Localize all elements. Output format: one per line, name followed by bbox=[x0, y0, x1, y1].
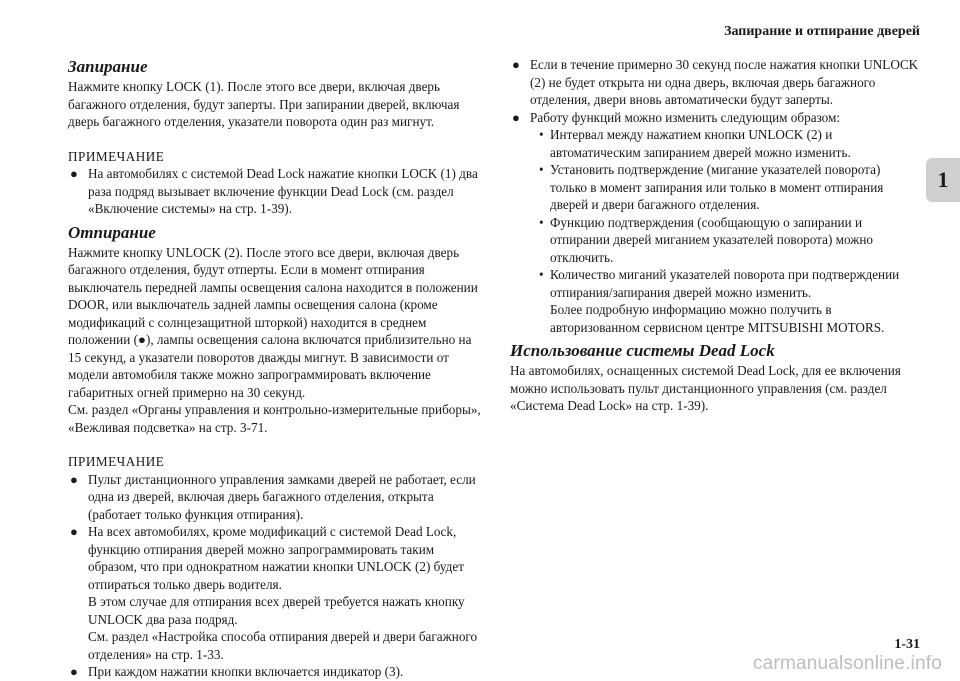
note-2-item-3-text: При каждом нажатии кнопки включается индикатор (3). bbox=[88, 664, 404, 679]
watermark: carmanualsonline.info bbox=[752, 653, 942, 674]
note-2-item-2 bbox=[68, 523, 484, 663]
sub-item-3 bbox=[530, 214, 920, 267]
locking-body: Нажмите кнопку LOCK (1). После этого все двери, включая дверь багажного отделения, будут заперты. При запирании дверей, включая дверь багажного отделения, указатели поворота один раз мигнут. bbox=[68, 79, 460, 129]
right-item-2 bbox=[510, 109, 920, 337]
right-item-1-text: Если в течение примерно 30 секунд после нажатия кнопки UNLOCK (2) не будет открыта ни одна дверь, включая дверь багажного отделения, двери вновь автоматически будут заперты. bbox=[530, 57, 919, 107]
unlocking-ref: См. раздел «Органы управления и контрольно-измерительные приборы», «Вежливая подсветка» на стр. 3-71. bbox=[68, 402, 481, 435]
note-list-2 bbox=[68, 471, 484, 681]
page-number: 1-31 bbox=[894, 637, 920, 652]
note-2-item-3 bbox=[68, 663, 484, 681]
right-note-list bbox=[510, 56, 920, 336]
unlocking-body: Нажмите кнопку UNLOCK (2). После этого все двери, включая дверь багажного отделения, будут отперты. Если в момент отпирания выключатель передней лампы освещения салона находится в положении DOOR, или выключатель задней лампы освещения салона (кроме модификаций с солнцезащитной шторкой) находится в среднем положении (●), лампы освещения салона включатся приблизительно на 15 секунд, а указатели поворотов дважды мигнут. В зависимости от модели автомобиля также можно запрограммировать включение габаритных огней примерно на 30 секунд. bbox=[68, 244, 478, 400]
sub-item-3-text: Функцию подтверждения (сообщающую о запирании и отпирании дверей миганием указателей поворота) можно отключить. bbox=[550, 214, 874, 265]
note-2-item-1-text: Пульт дистанционного управления замками дверей не работает, если одна из дверей, включая дверь багажного отделения, открыта (работает только функция отпирания). bbox=[88, 471, 476, 522]
note-2-item-2-extra: В этом случае для отпирания всех дверей требуется нажать кнопку UNLOCK два раза подряд. bbox=[88, 594, 465, 627]
note-2-item-2-text: На всех автомобилях, кроме модификаций с системой Dead Lock, функцию отпирания дверей можно запрограммировать таким образом, что при однократном нажатии кнопки UNLOCK (2) будет отпираться только дверь водителя. bbox=[88, 524, 464, 592]
chapter-number: 1 bbox=[937, 167, 949, 192]
deadlock-body: На автомобилях, оснащенных системой Dead Lock, для ее включения можно использовать пульт дистанционного управления (см. раздел «Система Dead Lock» на стр. 1-39). bbox=[510, 363, 901, 413]
page-header-title: Запирание и отпирание дверей bbox=[724, 24, 920, 39]
chapter-tab bbox=[926, 158, 960, 202]
note-list-1 bbox=[68, 165, 484, 218]
left-column bbox=[68, 56, 484, 681]
note-title-2: ПРИМЕЧАНИЕ bbox=[68, 454, 165, 469]
note-1-item-1 bbox=[68, 165, 484, 218]
note-1-item-1-text: На автомобилях с системой Dead Lock нажатие кнопки LOCK (1) два раза подряд вызывает включение функции Dead Lock (см. раздел «Включение системы» на стр. 1-39). bbox=[88, 166, 478, 216]
unlocking-heading: Отпирание bbox=[68, 222, 156, 242]
sub-item-4 bbox=[530, 266, 920, 336]
sub-item-4-text: Количество миганий указателей поворота при подтверждении отпирания/запирания дверей можно изменить. bbox=[550, 267, 900, 300]
locking-heading: Запирание bbox=[68, 57, 148, 76]
note-title-1: ПРИМЕЧАНИЕ bbox=[68, 148, 165, 164]
deadlock-heading: Использование системы Dead Lock bbox=[510, 341, 775, 360]
sub-item-1 bbox=[530, 126, 920, 161]
right-column bbox=[510, 56, 920, 415]
note-2-item-2-ref: См. раздел «Настройка способа отпирания дверей и двери багажного отделения» на стр. 1-33. bbox=[88, 629, 478, 662]
note-2-item-1 bbox=[68, 471, 484, 524]
right-item-2-extra: Более подробную информацию можно получить в авторизованном сервисном центре MITSUBISHI MOTORS. bbox=[550, 302, 885, 335]
sub-item-2-text: Установить подтверждение (мигание указателей поворота) только в момент запирания или только в момент отпирания дверей и двери багажного отделения. bbox=[550, 162, 884, 212]
sub-item-2 bbox=[530, 161, 920, 214]
right-item-1 bbox=[510, 56, 920, 109]
sub-item-1-text: Интервал между нажатием кнопки UNLOCK (2) и автоматическим запиранием дверей можно изменить. bbox=[550, 127, 851, 160]
right-item-2-text: Работу функций можно изменить следующим образом: bbox=[530, 109, 841, 125]
right-sublist bbox=[530, 126, 920, 336]
